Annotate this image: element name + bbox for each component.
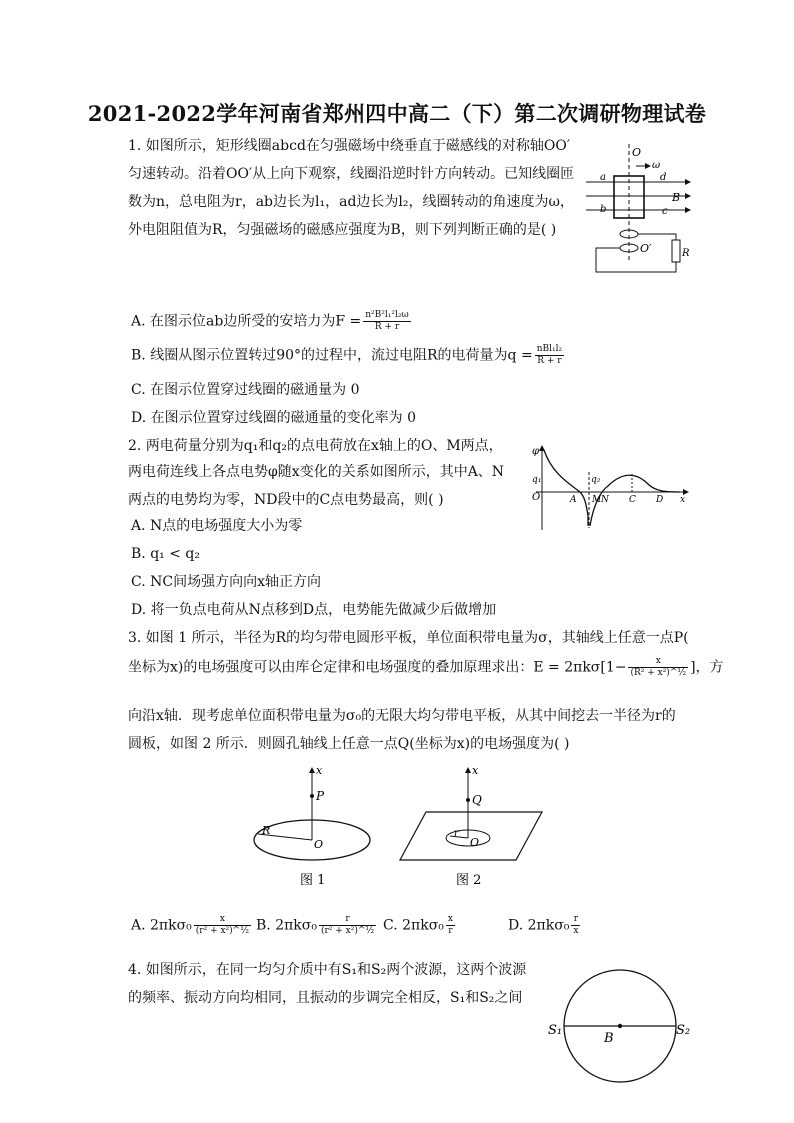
q3-option-d: D. 2πkσ₀ $\frac{r}{x}$: [508, 914, 579, 936]
q1-option-c: C. 在图示位置穿过线圈的磁通量为 0: [131, 382, 360, 398]
point-Q: [466, 798, 470, 802]
label-x: x: [472, 764, 479, 777]
q2-line-2: 两电荷连线上各点电势φ随x变化的关系如图所示，其中A、N: [128, 464, 505, 480]
q3-line-2: 坐标为x)的电场强度可以由库仑定律和电场强度的叠加原理求出：E = 2πkσ[1− $\frac{x}{\text{(R² + x²)\textasciicircum{}½}}$ ]，方: [128, 656, 724, 678]
label-q2: q₂: [591, 475, 601, 485]
q2-line-3: 两点的电势均为零，ND段中的C点电势最高，则( ): [128, 492, 444, 508]
q3-line-4: 圆板，如图 2 所示．则圆孔轴线上任意一点Q(坐标为x)的电场强度为( ): [128, 736, 570, 752]
label-omega: ω: [652, 160, 661, 171]
q1-line-2: 匀速转动。沿着OO′从上向下观察，线圈沿逆时针方向转动。已知线圈匝: [128, 166, 575, 182]
label-C: C: [629, 495, 636, 505]
q1-line-3: 数为n，总电阻为r，ab边长为l₁，ad边长为l₂，线圈转动的角速度为ω，: [128, 194, 574, 210]
label-P: P: [316, 789, 325, 803]
q1-option-a: A. 在图示位ab边所受的安培力为F = $\frac{\text{n²B²l₁²l₂ω}}{R + r}$: [131, 310, 409, 332]
label-a: a: [600, 172, 606, 183]
figure-1-caption: 图 1: [300, 873, 326, 888]
q2-potential-graph: [530, 442, 692, 534]
label-O-prime: O′: [640, 242, 652, 255]
q1-line-4: 外电阻阻值为R，匀强磁场的磁感应强度为B，则下列判断正确的是( ): [128, 222, 557, 238]
q3-line-3: 向沿x轴．现考虑单位面积带电量为σ₀的无限大均匀带电平板，从其中间挖去一半径为r的: [128, 708, 676, 724]
potential-curve-left: [544, 450, 588, 526]
label-x: x: [680, 495, 686, 505]
label-r: r: [454, 828, 459, 839]
q2-option-b: B. q₁ < q₂: [131, 546, 200, 562]
q2-line-1: 2. 两电荷量分别为q₁和q₂的点电荷放在x轴上的O、M两点，: [128, 438, 503, 454]
q2-option-c: C. NC间场强方向向x轴正方向: [131, 574, 321, 590]
label-b: b: [600, 204, 607, 215]
q3-figure-1: [250, 760, 380, 888]
q3-option-b: B. 2πkσ₀ $\frac{r}{\text{(r² + x²)\textasciicircum{}½}}$: [256, 914, 375, 936]
label-O: O: [470, 836, 480, 849]
label-Q: Q: [472, 793, 482, 807]
label-D: D: [656, 495, 664, 505]
label-O: O: [632, 146, 642, 159]
label-A: A: [570, 495, 577, 505]
label-B: B: [672, 191, 681, 204]
q3-option-c: C. 2πkσ₀ $\frac{x}{r}$: [383, 914, 453, 936]
label-x: x: [316, 764, 323, 777]
q4-wave-figure: [546, 966, 694, 1088]
q1-option-b: B. 线圈从图示位置转过90°的过程中，流过电阻R的电荷量为q = $\frac{\text{nBl₁l₂}}{R + r}$: [131, 344, 563, 366]
point-P: [310, 794, 314, 798]
label-phi: φ: [532, 446, 540, 457]
q1-line-1: 1. 如图所示，矩形线圈abcd在匀强磁场中绕垂直于磁感线的对称轴OO′: [128, 138, 571, 154]
q3-figure-2: [396, 760, 546, 888]
q2-option-a: A. N点的电场强度大小为零: [131, 518, 303, 534]
label-B: B: [604, 1031, 614, 1046]
q3-line-1: 3. 如图 1 所示，半径为R的均匀带电圆形平板，单位面积带电量为σ，其轴线上任意一点P(: [128, 630, 689, 646]
q2-option-d: D. 将一负点电荷从N点移到D点，电势能先做减少后做增加: [131, 602, 497, 618]
label-N: N: [601, 495, 609, 505]
label-R: R: [262, 824, 271, 837]
label-O: O: [314, 838, 324, 851]
q4-line-2: 的频率、振动方向均相同，且振动的步调完全相反，S₁和S₂之间: [128, 990, 523, 1006]
q1-option-d: D. 在图示位置穿过线圈的磁通量的变化率为 0: [131, 410, 416, 426]
label-S1: S₁: [548, 1023, 563, 1038]
q4-line-1: 4. 如图所示，在同一均匀介质中有S₁和S₂两个波源，这两个波源: [128, 962, 527, 978]
point-B: [618, 1024, 622, 1028]
label-S2: S₂: [676, 1023, 691, 1038]
page-title: 2021-2022学年河南省郑州四中高二（下）第二次调研物理试卷: [87, 101, 707, 126]
figure-2-caption: 图 2: [456, 873, 482, 888]
label-O: O: [532, 492, 541, 503]
resistor: [672, 240, 680, 262]
label-d: d: [660, 172, 667, 183]
label-q1: q₁: [532, 475, 542, 485]
label-M: M: [592, 495, 602, 505]
q3-option-a: A. 2πkσ₀ $\frac{x}{\text{(r² + x²)\textasciicircum{}½}}$: [131, 914, 249, 936]
label-R: R: [682, 248, 690, 259]
q1-coil-figure: [586, 140, 694, 280]
label-c: c: [662, 206, 668, 217]
hole-radius: [450, 836, 468, 838]
